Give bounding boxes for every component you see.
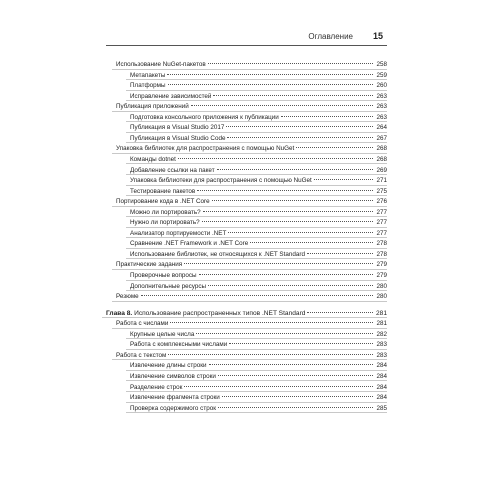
toc-entry-title: Нужно ли портировать? [130,219,200,227]
toc-page-number: 279 [376,261,387,269]
toc-entry [112,196,387,207]
toc-entry-title: Извлечение символов строки [130,372,216,380]
dot-leader [218,406,373,408]
toc-entry-title: Использование NuGet-пакетов [116,61,206,68]
toc-entry-title: Платформы [130,82,166,90]
toc-entry [126,207,387,218]
toc-page-number: 284 [376,372,387,380]
dot-leader [222,395,373,397]
toc-entry-title: Анализатор портируемости .NET [130,229,227,237]
toc-page-number: 258 [376,61,387,68]
toc-entry [126,371,387,382]
toc-page-number: 282 [376,330,387,338]
toc-page-number: 284 [376,383,387,391]
dot-leader [197,189,373,191]
dot-leader [307,311,373,313]
toc-page-number: 284 [376,394,387,402]
header-page-number: 15 [372,31,383,41]
toc-entry [126,281,387,292]
toc-page-number: 281 [376,320,387,328]
toc-entry [126,122,387,133]
toc-entry-title: Резюме [116,293,139,301]
toc-entry-title: Публикация в Visual Studio 2017 [130,124,225,132]
toc-page-number: 268 [376,155,387,163]
chapter-title: Использование распространенных типов .NET Standard [134,309,306,317]
toc-entry [112,350,387,361]
toc-entry [126,133,387,144]
dot-leader [191,104,373,106]
toc-entry [126,70,387,81]
dot-leader [296,146,373,148]
dot-leader [202,220,373,222]
toc-entry-title: Извлечение длины строки [130,362,207,370]
dot-leader [208,284,373,286]
dot-leader [170,321,373,323]
toc-entry [126,392,387,403]
page-header [106,29,387,46]
toc-entry-title: Разделение строк [130,383,183,391]
toc-entry [112,291,387,302]
toc-entry [126,186,387,197]
toc-entry-title: Сравнение .NET Framework и .NET Core [130,240,249,248]
toc-entry-title: Исправление зависимостей [130,92,212,100]
toc-page-number: 269 [376,166,387,174]
dot-leader [199,273,373,275]
toc-entry [126,329,387,340]
toc-entry [126,270,387,281]
dot-leader [196,332,373,334]
toc-entry-title: Публикация в Visual Studio Code [130,134,226,142]
toc-entry-title: Упаковка библиотеки для распространения с помощью NuGet [130,177,312,185]
dot-leader [184,262,373,264]
toc-page-number: 260 [376,82,387,90]
toc-page-number: 271 [376,177,387,185]
toc-entry-title: Упаковка библиотек для распространения с помощью NuGet [116,145,295,153]
toc-page-number: 279 [376,272,387,279]
toc-entry [112,59,387,70]
dot-leader [228,231,373,233]
toc-entry [112,318,387,329]
toc-page-number: 277 [376,229,387,237]
toc-entry [112,101,387,112]
dot-leader [167,73,373,75]
toc-page-number: 277 [376,208,387,216]
dot-leader [227,136,373,138]
toc-entry [126,382,387,393]
toc-entry-title: Работа с текстом [116,351,167,359]
toc-entry [126,154,387,165]
toc-entry [126,165,387,176]
dot-leader [208,62,373,64]
dot-leader [281,115,373,117]
dot-leader [226,125,373,127]
dot-leader [168,353,373,355]
toc-entry [126,217,387,228]
dot-leader [141,294,373,296]
toc-entry [126,238,387,249]
dot-leader [250,241,373,243]
toc-page-number: 263 [376,113,387,121]
toc-entry-title: Портирование кода в .NET Core [116,198,210,206]
toc-entry-title: Использование библиотек, не относящихся к .NET Standard [130,250,305,258]
toc-page-number: 278 [376,250,387,258]
dot-leader [184,385,373,387]
toc-page-number: 280 [376,293,387,301]
dot-leader [209,363,373,365]
dot-leader [212,199,373,201]
toc-page-number: 264 [376,124,387,132]
toc-page-number: 281 [375,309,387,317]
toc-entry [126,403,387,414]
toc-entry-title: Команды dotnet [130,155,176,163]
dot-leader [218,374,373,376]
toc-page-number: 275 [376,187,387,195]
toc-entry-title: Тестирование пакетов [130,187,196,195]
toc-entry-title: Публикация приложений [116,103,189,111]
toc-entry-title: Практические задания [116,261,183,269]
toc-page-number: 267 [376,134,387,142]
toc-entry [126,91,387,102]
dot-leader [213,94,373,96]
toc-entry [126,228,387,239]
toc-entry [126,175,387,186]
toc-entry [126,112,387,123]
toc-page-number: 283 [376,341,387,349]
toc-entry-title: Извлечение фрагмента строки [130,394,220,402]
dot-leader [307,252,373,254]
toc-page-number: 277 [376,219,387,227]
toc-page-number: 280 [376,282,387,290]
toc-entry-title: Можно ли портировать? [130,208,201,216]
header-title: Оглавление [308,32,353,41]
toc-entry [126,80,387,91]
dot-leader [229,342,373,344]
toc-entry-title: Крупные целые числа [130,330,195,338]
toc-page-number: 268 [376,145,387,153]
toc-entry-title: Работа с числами [116,320,169,328]
toc-entry-title: Метапакеты [130,71,166,79]
toc-page-number: 263 [376,92,387,100]
toc-entry [112,259,387,270]
toc-entry [112,143,387,154]
toc-page-number: 285 [376,404,387,412]
dot-leader [168,83,374,85]
toc-entry-title: Проверка содержимого строк [130,404,216,412]
chapter-label: Глава 8. [106,309,133,317]
dot-leader [203,210,373,212]
toc-page-number: 283 [376,351,387,359]
toc-entry-title: Подготовка консольного приложения к публикации [130,113,279,121]
dot-leader [217,168,373,170]
toc-entry [126,360,387,371]
toc-chapter [102,308,387,319]
toc-page-number: 284 [376,362,387,370]
toc-entry [126,339,387,350]
toc-entry-title: Дополнительные ресурсы [130,282,207,290]
toc-page-number: 276 [376,198,387,206]
toc-entry-title: Добавление ссылки на пакет [130,166,215,174]
dot-leader [314,178,373,180]
toc-page-number: 263 [376,103,387,111]
toc-page-number: 259 [376,71,387,79]
toc-page-number: 278 [376,240,387,248]
toc-entry-title: Проверочные вопросы [130,272,197,279]
dot-leader [178,157,373,159]
toc-entry [126,249,387,260]
toc-entry-title: Работа с комплексными числами [130,341,228,349]
